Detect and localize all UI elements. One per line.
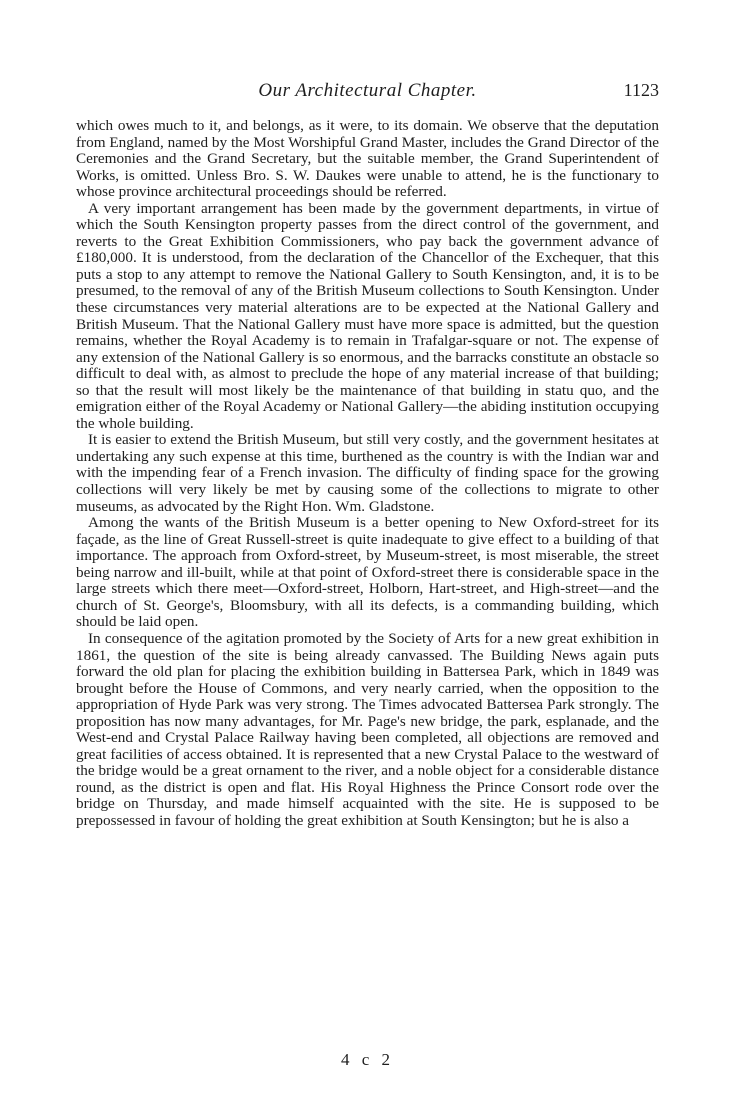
paragraph-british-museum-extension: It is easier to extend the British Museum, but still very costly, and the government hesitates at undertaking any such expense at this time, burthened as the country is with the Indian war and with the impending fear of a French invasion. The difficulty of finding space for the growing collections will very likely be met by causing some of the collections to migrate to other museums, as advocated by the Right Hon. Wm. Gladstone.: [76, 431, 659, 515]
paragraph-south-kensington: A very important arrangement has been made by the government departments, in virtue of which the South Kensington property passes from the direct control of the government, and reverts to the Great Exhibition Commissioners, who pay back the government advance of £180,000. It is understood, from the declaration of the Chancellor of the Exchequer, that this puts a stop to any attempt to remove the National Gallery to South Kensington, and, it is to be presumed, to the removal of any of the British Museum collections to South Kensington. Under these circumstances very material alterations are to be expected at the National Gallery and British Museum. That the National Gallery must have more space is admitted, but the question remains, whether the Royal Academy is to remain in Trafalgar-square or not. The expense of any extension of the National Gallery is so enormous, and the barracks constitute an obstacle so difficult to deal with, as almost to preclude the hope of any material increase of that building; so that the result will most likely be the maintenance of that building in statu quo, and the emigration either of the Royal Academy or National Gallery—the abiding institution occupying the whole building.: [76, 199, 659, 432]
running-head: [76, 80, 659, 104]
paragraph-continuation: which owes much to it, and belongs, as it were, to its domain. We observe that the deputation from England, named by the Most Worshipful Grand Master, includes the Grand Director of the Ceremonies and the Grand Secretary, but the suitable member, the Grand Superintendent of Works, is omitted. Unless Bro. S. W. Daukes were unable to attend, he is the functionary to whose province architectural proceedings should be referred.: [76, 117, 659, 201]
page-number: 1123: [623, 80, 659, 100]
article-body: [76, 118, 659, 830]
paragraph-museum-facade: Among the wants of the British Museum is a better opening to New Oxford-street for its façade, as the line of Great Russell-street is quite inadequate to give effect to a building of that importance. The approach from Oxford-street, by Museum-street, is most miserable, the street being narrow and ill-built, while at that point of Oxford-street there is considerable space in the large streets which there meet—Oxford-street, Holborn, Hart-street, and High-street—and the church of St. George's, Bloomsbury, with all its defects, is a commanding building, which should be laid open.: [76, 514, 659, 631]
signature-mark: 4 c 2: [340, 1050, 395, 1069]
paragraph-great-exhibition-site: In consequence of the agitation promoted by the Society of Arts for a new great exhibition in 1861, the question of the site is being already canvassed. The Building News again puts forward the old plan for placing the exhibition building in Battersea Park, which in 1849 was brought before the House of Commons, and very nearly carried, when the opposition to the appropriation of Hyde Park was very strong. The Times advocated Battersea Park strongly. The proposition has now many advantages, for Mr. Page's new bridge, the park, esplanade, and the West-end and Crystal Palace Railway having been completed, all objections are removed and great facilities of access obtained. It is represented that a new Crystal Palace to the westward of the bridge would be a great ornament to the river, and a noble object for a considerable distance round, as the district is open and flat. His Royal Highness the Prince Consort rode over the bridge on Thursday, and made himself acquainted with the site. He is supposed to be prepossessed in favour of holding the great exhibition at South Kensington; but he is also a: [76, 629, 659, 829]
running-title: Our Architectural Chapter.: [258, 80, 477, 101]
